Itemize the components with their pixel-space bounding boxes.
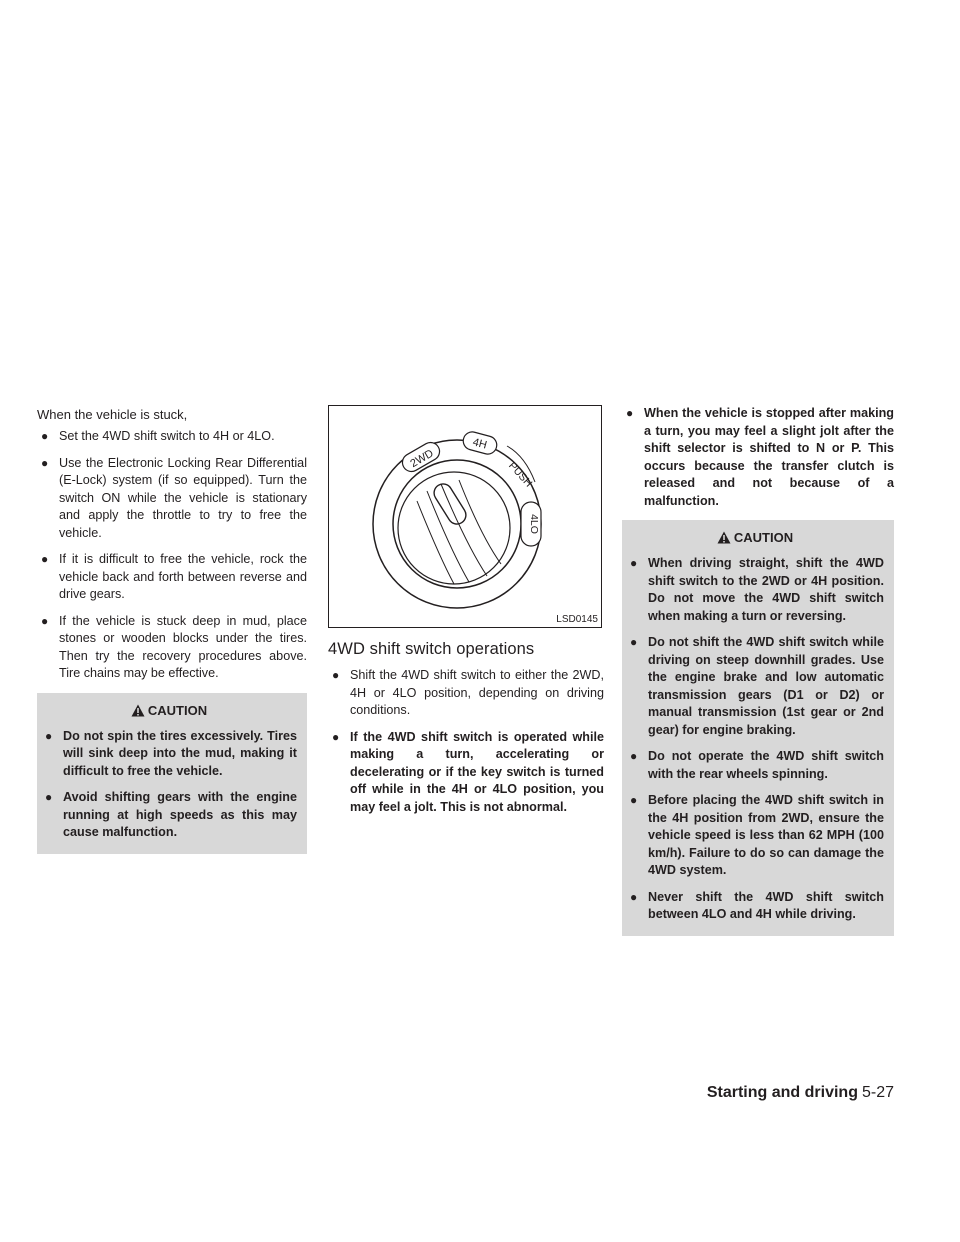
- column-left: [37, 405, 307, 854]
- list-item: [626, 792, 884, 880]
- jolt-list: [622, 405, 894, 510]
- warning-icon: [717, 531, 731, 544]
- bullet-icon: ●: [41, 455, 49, 470]
- page-footer: [0, 1084, 894, 1102]
- list-item-text: Do not operate the 4WD shift switch with the rear wheels spinning.: [648, 749, 884, 781]
- list-item-text: When driving straight, shift the 4WD shift switch to the 2WD or 4H position. Do not move the 4WD shift switch when making a turn or reversing.: [648, 556, 884, 623]
- stuck-bullet-list: [37, 428, 307, 683]
- svg-text:2WD: 2WD: [408, 447, 436, 471]
- bullet-icon: ●: [332, 668, 340, 682]
- list-item-text: If the vehicle is stuck deep in mud, place stones or wooden blocks under the tires. Then try the recovery procedures above. Tire chains may be effective.: [59, 613, 307, 680]
- bullet-icon: ●: [41, 429, 49, 443]
- list-item: [626, 555, 884, 625]
- list-item: [626, 634, 884, 739]
- list-item: [37, 613, 307, 683]
- list-item-text: Never shift the 4WD shift switch between 4LO and 4H while driving.: [648, 889, 884, 921]
- label-4h: [461, 430, 499, 456]
- bullet-icon: ●: [41, 613, 49, 628]
- list-item: [622, 405, 894, 510]
- shift-switch-figure: [328, 405, 602, 628]
- label-2wd: [399, 439, 443, 475]
- list-item-text: When the vehicle is stopped after making a turn, you may feel a slight jolt after the shift selector is shifted to N or P. This occurs because the transfer clutch is released and not because of a malfunction.: [644, 406, 894, 508]
- figure-id: LSD0145: [556, 614, 598, 625]
- list-item-text: Before placing the 4WD shift switch in the 4H position from 2WD, ensure the vehicle speed is less than 62 MPH (100 km/h). Failure to do so can damage the 4WD system.: [648, 793, 884, 877]
- bullet-icon: ●: [630, 793, 638, 807]
- list-item: [41, 728, 297, 781]
- list-item-text: Set the 4WD shift switch to 4H or 4LO.: [59, 429, 275, 443]
- list-item-text: Use the Electronic Locking Rear Differential (E-Lock) system (if so equipped). Turn the switch ON while the vehicle is stationary and apply the throttle to try to free the vehicle.: [59, 455, 307, 540]
- bullet-icon: ●: [332, 729, 340, 744]
- caution-heading: [626, 530, 884, 545]
- list-item: [626, 748, 884, 783]
- column-middle: [328, 405, 604, 825]
- list-item-text: Do not shift the 4WD shift switch while driving on steep downhill grades. Use the engine brake and low automatic transmission gears (D1 or D2) or manual transmission (1st gear or 2nd gear) for engine braking.: [648, 635, 884, 737]
- bullet-icon: ●: [630, 556, 638, 570]
- bullet-icon: ●: [630, 889, 638, 904]
- svg-text:4LO: 4LO: [528, 514, 540, 534]
- bullet-icon: ●: [45, 790, 53, 804]
- page-number: 5-27: [861, 1084, 894, 1101]
- label-push: [506, 446, 535, 490]
- list-item-text: Avoid shifting gears with the engine running at high speeds as this may cause malfunction.: [63, 790, 297, 839]
- operations-list: [328, 667, 604, 816]
- list-item-text: If it is difficult to free the vehicle, rock the vehicle back and forth between reverse and drive gears.: [59, 552, 307, 601]
- bullet-icon: ●: [45, 728, 53, 743]
- 4wd-dial-illustration: [329, 406, 601, 627]
- caution-title: CAUTION: [147, 702, 208, 718]
- warning-icon: [131, 704, 145, 717]
- section-heading: 4WD shift switch operations: [328, 640, 535, 658]
- footer-section-title: Starting and driving: [706, 1084, 858, 1101]
- bullet-icon: ●: [630, 749, 638, 763]
- list-item-text: If the 4WD shift switch is operated while making a turn, accelerating or decelerating or if the key switch is turned off while in the 4H or 4LO position, you may feel a jolt. This is not abnormal.: [350, 729, 604, 814]
- list-item: [37, 428, 307, 446]
- column-right: [622, 405, 894, 936]
- list-item-text: Shift the 4WD shift switch to either the 2WD, 4H or 4LO position, depending on driving conditions.: [350, 668, 604, 717]
- svg-text:4H: 4H: [471, 436, 489, 452]
- list-item: [328, 667, 604, 720]
- list-item: [328, 729, 604, 817]
- svg-text:PUSH: PUSH: [506, 459, 535, 490]
- bullet-icon: ●: [630, 635, 638, 649]
- list-item: [37, 551, 307, 604]
- caution-box: [37, 693, 307, 854]
- list-item: [37, 455, 307, 543]
- caution-heading: [41, 703, 297, 718]
- caution-list: [41, 728, 297, 842]
- bullet-icon: ●: [626, 406, 634, 420]
- stuck-intro: When the vehicle is stuck,: [37, 407, 188, 422]
- caution-title: CAUTION: [733, 530, 794, 545]
- bullet-icon: ●: [41, 552, 49, 566]
- list-item-text: Do not spin the tires excessively. Tires will sink deep into the mud, making it difficult to free the vehicle.: [63, 728, 297, 778]
- list-item: [41, 789, 297, 842]
- caution-box: [622, 520, 894, 936]
- list-item: [626, 889, 884, 924]
- caution-list: [626, 555, 884, 924]
- label-4lo: [521, 502, 541, 546]
